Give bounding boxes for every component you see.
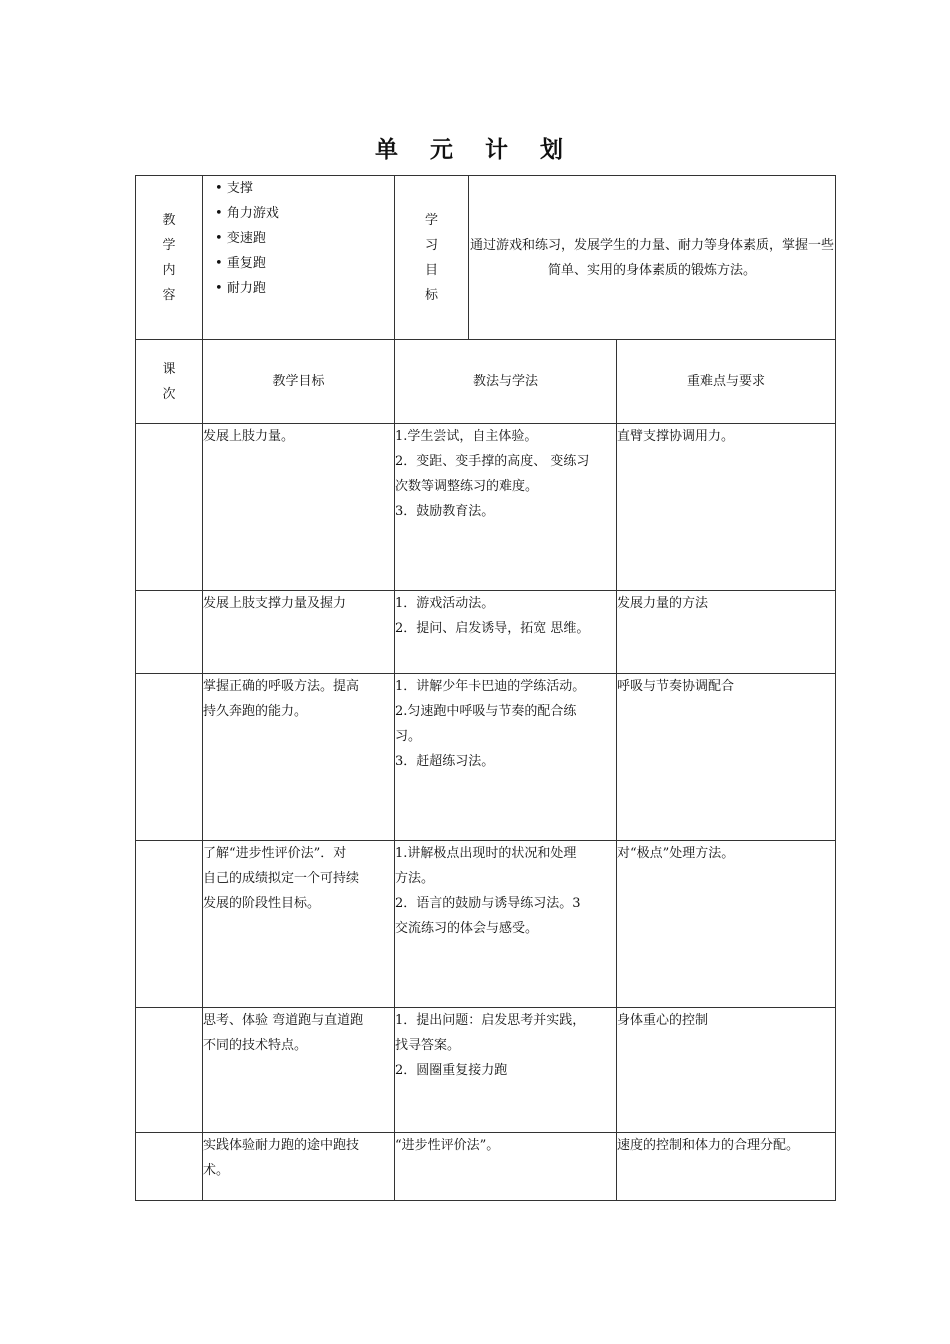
table-row bbox=[136, 424, 836, 591]
key-points-cell: 发展力量的方法 bbox=[617, 591, 836, 674]
lesson-cell bbox=[136, 591, 203, 674]
method-cell: 1．游戏活动法。 2．提问、启发诱导，拓宽 思维。 bbox=[395, 591, 617, 674]
objective-header: 教学目标 bbox=[203, 340, 395, 424]
goal-label: 学习目标 bbox=[424, 212, 438, 303]
table-row bbox=[136, 674, 836, 841]
page-title: 单 元 计 划 bbox=[374, 137, 576, 163]
key-points-cell: 速度的控制和体力的合理分配。 bbox=[617, 1133, 836, 1201]
table-row bbox=[136, 591, 836, 674]
table-row bbox=[136, 1133, 836, 1201]
goal-text: 通过游戏和练习，发展学生的力量、耐力等身体素质，掌握一些简单、实用的身体素质的锻炼方法。 bbox=[469, 176, 836, 340]
table-row bbox=[136, 1008, 836, 1133]
content-label-cell bbox=[136, 176, 203, 340]
objective-cell: 掌握正确的呼吸方法。提高 持久奔跑的能力。 bbox=[203, 674, 395, 841]
key-points-cell: 对“极点”处理方法。 bbox=[617, 841, 836, 1008]
content-item: • 支撑 bbox=[215, 176, 394, 201]
method-cell: 1．提出问题：启发思考并实践， 找寻答案。 2．圆圈重复接力跑 bbox=[395, 1008, 617, 1133]
lesson-header: 课次 bbox=[136, 340, 203, 424]
objective-cell: 发展上肢支撑力量及握力 bbox=[203, 591, 395, 674]
column-header-row bbox=[136, 340, 836, 424]
objective-cell: 发展上肢力量。 bbox=[203, 424, 395, 591]
content-label: 教学内容 bbox=[162, 212, 176, 303]
objective-cell: 了解“进步性评价法”．对 自己的成绩拟定一个可持续 发展的阶段性目标。 bbox=[203, 841, 395, 1008]
objective-cell: 思考、体验 弯道跑与直道跑 不同的技术特点。 bbox=[203, 1008, 395, 1133]
key-points-cell: 直臂支撑协调用力。 bbox=[617, 424, 836, 591]
lesson-cell bbox=[136, 841, 203, 1008]
method-cell: 1.讲解极点出现时的状况和处理 方法。 2．语言的鼓励与诱导练习法。3 交流练习的体会与感受。 bbox=[395, 841, 617, 1008]
unit-plan-table bbox=[135, 175, 836, 1201]
method-cell: “进步性评价法”。 bbox=[395, 1133, 617, 1201]
lesson-cell bbox=[136, 1008, 203, 1133]
key-points-cell: 身体重心的控制 bbox=[617, 1008, 836, 1133]
goal-label-cell bbox=[395, 176, 469, 340]
key-points-header: 重难点与要求 bbox=[617, 340, 836, 424]
key-points-cell: 呼吸与节奏协调配合 bbox=[617, 674, 836, 841]
content-items-list bbox=[203, 176, 394, 301]
lesson-cell bbox=[136, 1133, 203, 1201]
table-row bbox=[136, 841, 836, 1008]
header-row bbox=[136, 176, 836, 340]
method-cell: 1.学生尝试，自主体验。 2．变距、变手撑的高度、 变练习 次数等调整练习的难度。 3．鼓励教育法。 bbox=[395, 424, 617, 591]
lesson-cell bbox=[136, 674, 203, 841]
lesson-cell bbox=[136, 424, 203, 591]
content-item: • 变速跑 bbox=[215, 226, 394, 251]
content-item: • 耐力跑 bbox=[215, 276, 394, 301]
objective-cell: 实践体验耐力跑的途中跑技 术。 bbox=[203, 1133, 395, 1201]
content-item: • 角力游戏 bbox=[215, 201, 394, 226]
content-item: • 重复跑 bbox=[215, 251, 394, 276]
content-items-cell bbox=[203, 176, 395, 340]
method-header: 教法与学法 bbox=[395, 340, 617, 424]
method-cell: 1．讲解少年卡巴迪的学练活动。 2.匀速跑中呼吸与节奏的配合练 习。 3．赶超练习法。 bbox=[395, 674, 617, 841]
